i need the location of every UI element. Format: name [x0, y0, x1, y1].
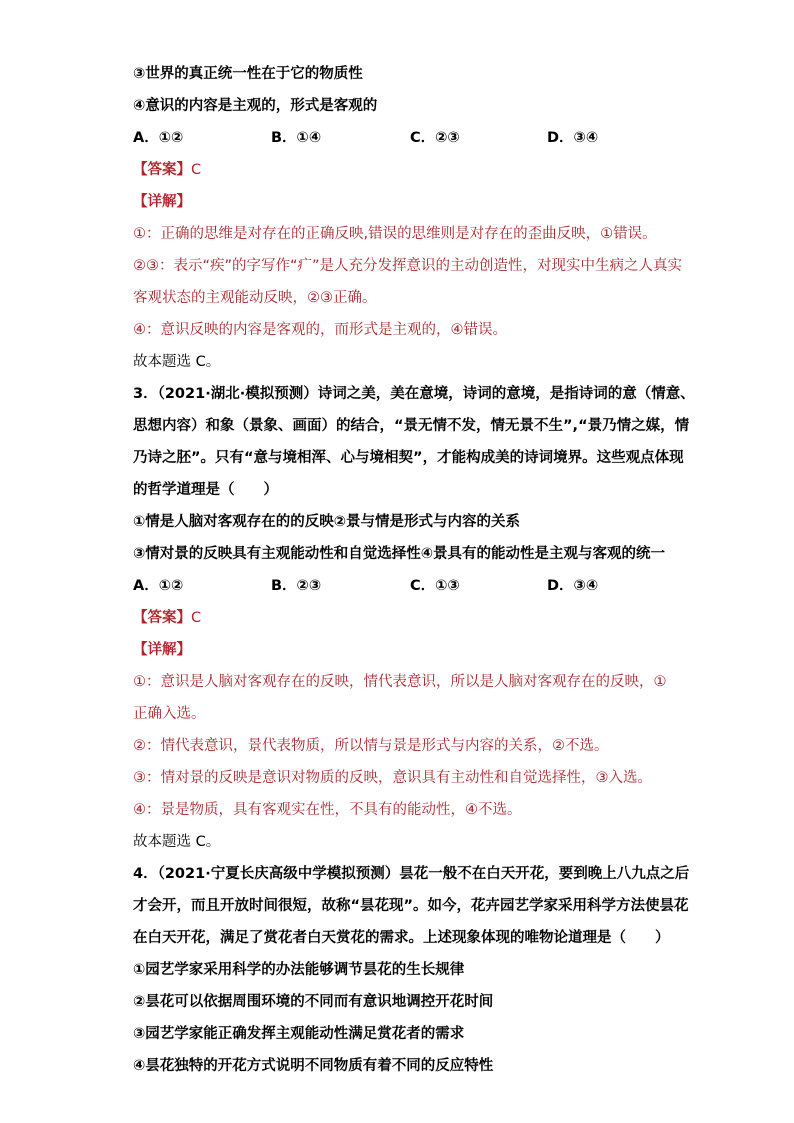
q3-option-c: C．①③	[410, 578, 460, 594]
q4-statement-1: ①园艺学家采用科学的办法能够调节昙花的生长规律	[133, 962, 465, 978]
q2-explanation-1: ①：正确的思维是对存在的正确反映,错误的思维则是对存在的歪曲反映，①错误。	[133, 226, 657, 242]
answer-value: C	[191, 610, 202, 626]
q4-stem-line-1: 4．（2021·宁夏长庆高级中学模拟预测）昙花一般不在白天开花，要到晚上八九点之后	[133, 866, 690, 882]
q2-option-c: C．②③	[410, 130, 460, 146]
q2-options	[133, 128, 633, 148]
q3-detail-label: 【详解】	[133, 642, 191, 658]
q3-options	[133, 576, 633, 596]
q3-option-a: A．①②	[133, 578, 184, 594]
q3-explanation-2: 正确入选。	[133, 706, 206, 722]
q2-option-b: B．①④	[271, 130, 322, 146]
q3-stem-line-3: 乃诗之胚”。只有“意与境相浑、心与境相契”，才能构成美的诗词境界。这些观点体现	[133, 450, 684, 466]
q3-stem-line-1: 3．（2021·湖北·模拟预测）诗词之美，美在意境，诗词的意境，是指诗词的意（情意、	[133, 386, 695, 402]
answer-label: 【答案】	[133, 162, 191, 178]
q3-stem-line-4: 的哲学道理是（ ）	[133, 482, 278, 498]
q2-option-d: D．③④	[547, 130, 599, 146]
q3-explanation-3: ②：情代表意识，景代表物质，所以情与景是形式与内容的关系，②不选。	[133, 738, 609, 754]
q3-explanation-4: ③：情对景的反映是意识对物质的反映，意识具有主动性和自觉选择性，③入选。	[133, 770, 652, 786]
q3-option-b: B．②③	[271, 578, 322, 594]
q4-statement-4: ④昙花独特的开花方式说明不同物质有着不同的反应特性	[133, 1058, 494, 1074]
q3-statements-1: ①情是人脑对客观存在的的反映②景与情是形式与内容的关系	[133, 514, 521, 530]
q4-stem-line-3: 在白天开花，满足了赏花者白天赏花的需求。上述现象体现的唯物论道理是（ ）	[133, 930, 670, 946]
q2-conclusion: 故本题选 C。	[133, 354, 221, 370]
q2-answer	[133, 160, 201, 180]
q3-explanation-5: ④：景是物质，具有客观实在性，不具有的能动性，④不选。	[133, 802, 522, 818]
q3-stem-line-2: 思想内容）和象（景象、画面）的结合，“景无情不发，情无景不生”,“景乃情之媒，情	[133, 418, 690, 434]
answer-value: C	[191, 162, 202, 178]
q3-answer	[133, 608, 201, 628]
answer-label: 【答案】	[133, 610, 191, 626]
q4-statement-2: ②昙花可以依据周围环境的不同而有意识地调控开花时间	[133, 994, 494, 1010]
q2-explanation-2: ②③：表示“疾”的字写作“疒”是人充分发挥意识的主动创造性，对现实中生病之人真实	[133, 258, 683, 274]
q3-conclusion: 故本题选 C。	[133, 834, 221, 850]
q2-option-a: A．①②	[133, 130, 184, 146]
q2-statement-3: ③世界的真正统一性在于它的物质性	[133, 66, 363, 82]
q3-explanation-1: ①：意识是人脑对客观存在的反映，情代表意识，所以是人脑对客观存在的反映，①	[133, 674, 667, 690]
q4-stem-line-2: 才会开，而且开放时间很短，故称“昙花现”。如今，花卉园艺学家采用科学方法使昙花	[133, 898, 689, 914]
q3-statements-2: ③情对景的反映具有主观能动性和自觉选择性④景具有的能动性是主观与客观的统一	[133, 546, 666, 562]
q2-explanation-3: 客观状态的主观能动反映，②③正确。	[133, 290, 377, 306]
q2-statement-4: ④意识的内容是主观的，形式是客观的	[133, 98, 378, 114]
q2-detail-label: 【详解】	[133, 194, 191, 210]
q3-option-d: D．③④	[547, 578, 599, 594]
q4-statement-3: ③园艺学家能正确发挥主观能动性满足赏花者的需求	[133, 1026, 465, 1042]
q2-explanation-4: ④：意识反映的内容是客观的，而形式是主观的，④错误。	[133, 322, 507, 338]
